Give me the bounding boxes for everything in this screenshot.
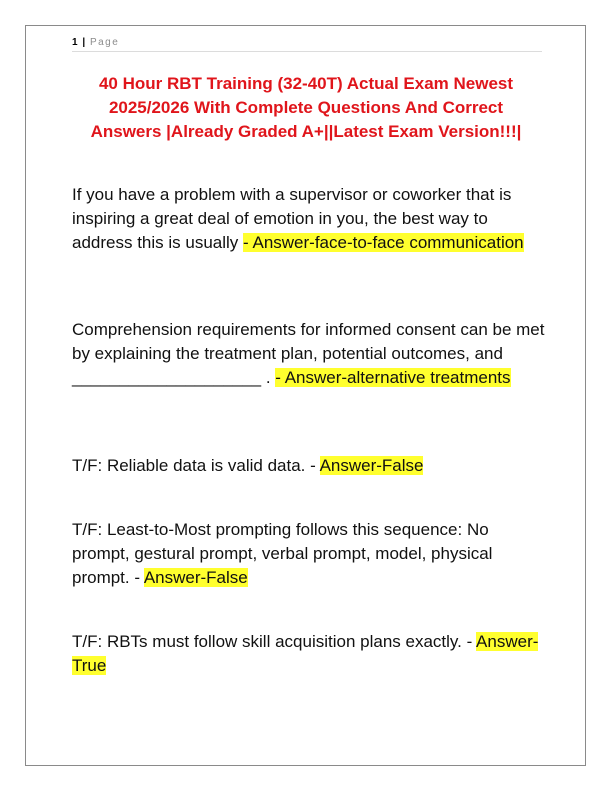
question-answer-2 — [72, 318, 546, 390]
document-title: 40 Hour RBT Training (32-40T) Actual Exam Newest 2025/2026 With Complete Questions And Correct Answers |Already Graded A+||Latest Exam Version!!!| — [90, 74, 522, 141]
answer-highlight: - Answer-face-to-face communication — [243, 233, 524, 252]
answer-highlight: Answer-False — [319, 456, 424, 475]
question-answer-4 — [72, 518, 546, 590]
page-label: Page — [89, 37, 120, 48]
question-answer-3 — [72, 454, 546, 478]
answer-highlight: Answer-True — [72, 632, 539, 675]
answer-highlight: - Answer-alternative treatments — [275, 368, 511, 387]
question-text: T/F: RBTs must follow skill acquisition plans exactly. - — [72, 632, 477, 651]
page-header — [72, 37, 542, 52]
question-text: Comprehension requirements for informed consent can be met by explaining the treatment plan, potential outcomes, and ____________________ . — [72, 320, 545, 387]
page-number: 1 — [72, 37, 78, 48]
question-text: T/F: Reliable data is valid data. - — [72, 456, 320, 475]
question-text: If you have a problem with a supervisor or coworker that is inspiring a great deal of emotion in you, the best way to address this is usually — [72, 185, 512, 252]
page-separator: | — [82, 37, 86, 48]
question-answer-5 — [72, 630, 546, 678]
question-text: T/F: Least-to-Most prompting follows this sequence: No prompt, gestural prompt, verbal prompt, model, physical prompt. - — [72, 520, 493, 587]
question-answer-1 — [72, 183, 546, 255]
answer-highlight: Answer-False — [143, 568, 248, 587]
